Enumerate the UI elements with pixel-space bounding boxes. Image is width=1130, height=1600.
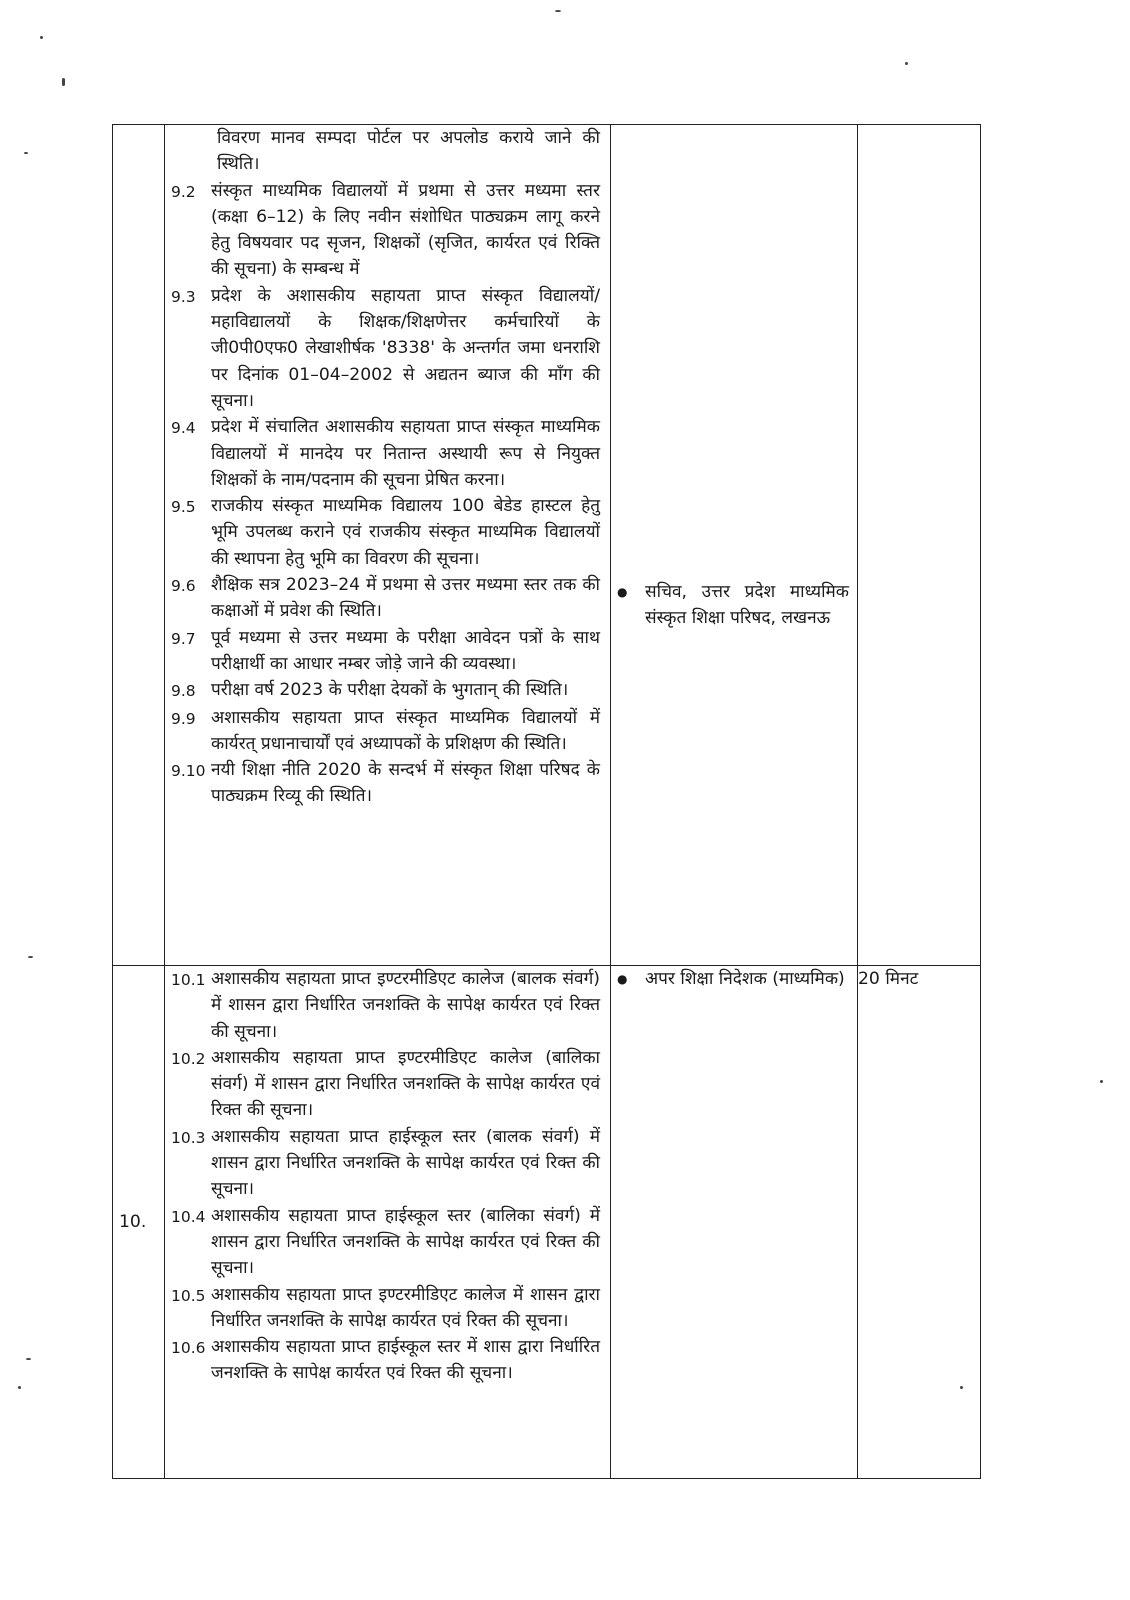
item-number: 10.3 — [171, 1128, 206, 1147]
item-text: नयी शिक्षा नीति 2020 के सन्दर्भ में संस्कृत शिक्षा परिषद के पाठ्यक्रम रिव्यू की स्थिति। — [211, 760, 600, 807]
scan-speck — [18, 1386, 21, 1389]
agenda-item — [171, 757, 600, 810]
agenda-item — [171, 1124, 600, 1203]
item-number: 9.4 — [171, 419, 196, 438]
responsible-officer-text: सचिव, उत्तर प्रदेश माध्यमिक संस्कृत शिक्षा परिषद, लखनऊ — [645, 581, 849, 628]
item-number: 9.3 — [171, 287, 196, 306]
scan-speck — [28, 956, 33, 958]
responsible-cell — [611, 966, 858, 1479]
item-number: 9.10 — [171, 762, 206, 781]
agenda-item — [171, 1203, 600, 1282]
item-text: अशासकीय सहायता प्राप्त हाईस्कूल स्तर (बालक संवर्ग) में शासन द्वारा निर्धारित जनशक्ति के सापेक्ष कार्यरत एवं रिक्त की सूचना। — [211, 1126, 600, 1200]
time-cell: 20 मिनट — [858, 966, 981, 1479]
item-number: 10.2 — [171, 1049, 206, 1068]
responsible-officer — [611, 966, 857, 992]
item-text: परीक्षा वर्ष 2023 के परीक्षा देयकों के भुगतान् की स्थिति। — [211, 680, 569, 701]
scan-speck — [40, 36, 43, 39]
agenda-row-10 — [113, 966, 981, 1479]
responsible-cell — [611, 125, 858, 966]
agenda-item — [171, 625, 600, 678]
item-text: पूर्व मध्यमा से उत्तर मध्यमा के परीक्षा आवेदन पत्रों के साथ परीक्षार्थी का आधार नम्बर जोड़े जाने की व्यवस्था। — [211, 627, 600, 674]
item-number: 10.1 — [171, 971, 206, 989]
scan-speck — [62, 78, 65, 86]
bullet-icon: ● — [617, 972, 628, 986]
item-number: 10.6 — [171, 1339, 206, 1358]
item-number: 9.9 — [171, 709, 196, 728]
agenda-item — [171, 1045, 600, 1124]
agenda-item — [171, 1282, 600, 1335]
item-number: 9.2 — [171, 182, 196, 201]
agenda-item — [171, 572, 600, 625]
agenda-item — [171, 966, 600, 1045]
item-number: 9.5 — [171, 498, 196, 517]
agenda-row-9 — [113, 125, 981, 966]
scan-speck — [905, 62, 908, 65]
time-cell — [858, 125, 981, 966]
serial-number — [113, 125, 165, 966]
item-number: 10.4 — [171, 1207, 206, 1226]
scan-speck — [555, 10, 561, 12]
scan-speck — [24, 152, 28, 154]
item-list — [165, 125, 610, 812]
agenda-item — [171, 705, 600, 758]
item-number: 10.5 — [171, 1286, 206, 1305]
item-text: अशासकीय सहायता प्राप्त हाईस्कूल स्तर (बालिका संवर्ग) में शासन द्वारा निर्धारित जनशक्ति के सापेक्ष कार्यरत एवं रिक्त की सूचना। — [211, 1205, 600, 1279]
continued-item-text: विवरण मानव सम्पदा पोर्टल पर अपलोड कराये जाने की स्थिति। — [217, 128, 600, 175]
item-text: अशासकीय सहायता प्राप्त संस्कृत माध्यमिक विद्यालयों में कार्यरत् प्रधानाचार्यों एवं अध्यापकों के प्रशिक्षण की स्थिति। — [211, 707, 600, 754]
agenda-item — [171, 493, 600, 572]
item-text: अशासकीय सहायता प्राप्त इण्टरमीडिएट कालेज (बालक संवर्ग) में शासन द्वारा निर्धारित जनशक्ति के सापेक्ष कार्यरत एवं रिक्त की सूचना। — [211, 969, 600, 1042]
item-text: अशासकीय सहायता प्राप्त इण्टरमीडिएट कालेज में शासन द्वारा निर्धारित जनशक्ति के सापेक्ष कार्यरत एवं रिक्त की सूचना। — [211, 1284, 600, 1331]
item-number: 9.6 — [171, 577, 196, 596]
agenda-items-cell — [165, 966, 611, 1479]
item-text: संस्कृत माध्यमिक विद्यालयों में प्रथमा से उत्तर मध्यमा स्तर (कक्षा 6–12) के लिए नवीन संशोधित पाठ्यक्रम लागू करने हेतु विषयवार पद सृजन, शिक्षकों (सृजित, कार्यरत एवं रिक्ति की सूचना) के सम्बन्ध में — [211, 180, 600, 280]
item-text: अशासकीय सहायता प्राप्त इण्टरमीडिएट कालेज (बालिका संवर्ग) में शासन द्वारा निर्धारित जनशक्ति के सापेक्ष कार्यरत एवं रिक्त की सूचना। — [211, 1047, 600, 1121]
agenda-item — [171, 677, 600, 704]
agenda-items-cell — [165, 125, 611, 966]
item-text: शैक्षिक सत्र 2023–24 में प्रथमा से उत्तर मध्यमा स्तर तक की कक्षाओं में प्रवेश की स्थिति। — [211, 575, 600, 622]
scan-speck — [26, 1358, 31, 1360]
item-text: प्रदेश के अशासकीय सहायता प्राप्त संस्कृत विद्यालयों/महाविद्यालयों के शिक्षक/शिक्षणेत्तर कर्मचारियों के जी0पी0एफ0 लेखाशीर्षक '8338' के अन्तर्गत जमा धनराशि पर दिनांक 01–04–2002 से अद्यतन ब्याज की माँग की सूचना। — [211, 285, 600, 411]
item-number: 9.7 — [171, 629, 196, 648]
agenda-item — [171, 178, 600, 283]
serial-number: 10. — [113, 966, 165, 1479]
agenda-item — [171, 283, 600, 414]
bullet-icon: ● — [617, 584, 628, 599]
item-text: अशासकीय सहायता प्राप्त हाईस्कूल स्तर में शास द्वारा निर्धारित जनशक्ति के सापेक्ष कार्यरत एवं रिक्त की सूचना। — [211, 1337, 600, 1384]
agenda-table — [112, 124, 981, 1479]
item-list — [165, 966, 610, 1389]
scan-speck — [1100, 1080, 1103, 1083]
responsible-officer — [611, 579, 857, 632]
agenda-item — [171, 414, 600, 493]
agenda-item — [171, 1334, 600, 1387]
item-number: 9.8 — [171, 682, 196, 701]
responsible-officer-text: अपर शिक्षा निदेशक (माध्यमिक) — [645, 969, 845, 989]
item-text: प्रदेश में संचालित अशासकीय सहायता प्राप्त संस्कृत माध्यमिक विद्यालयों में मानदेय पर नितान्त अस्थायी रूप से नियुक्त शिक्षकों के नाम/पदनाम की सूचना प्रेषित करना। — [211, 417, 600, 490]
item-text: राजकीय संस्कृत माध्यमिक विद्यालय 100 बेडेड हास्टल हेतु भूमि उपलब्ध कराने एवं राजकीय संस्कृत माध्यमिक विद्यालयों की स्थापना हेतु भूमि का विवरण की सूचना। — [211, 496, 600, 569]
